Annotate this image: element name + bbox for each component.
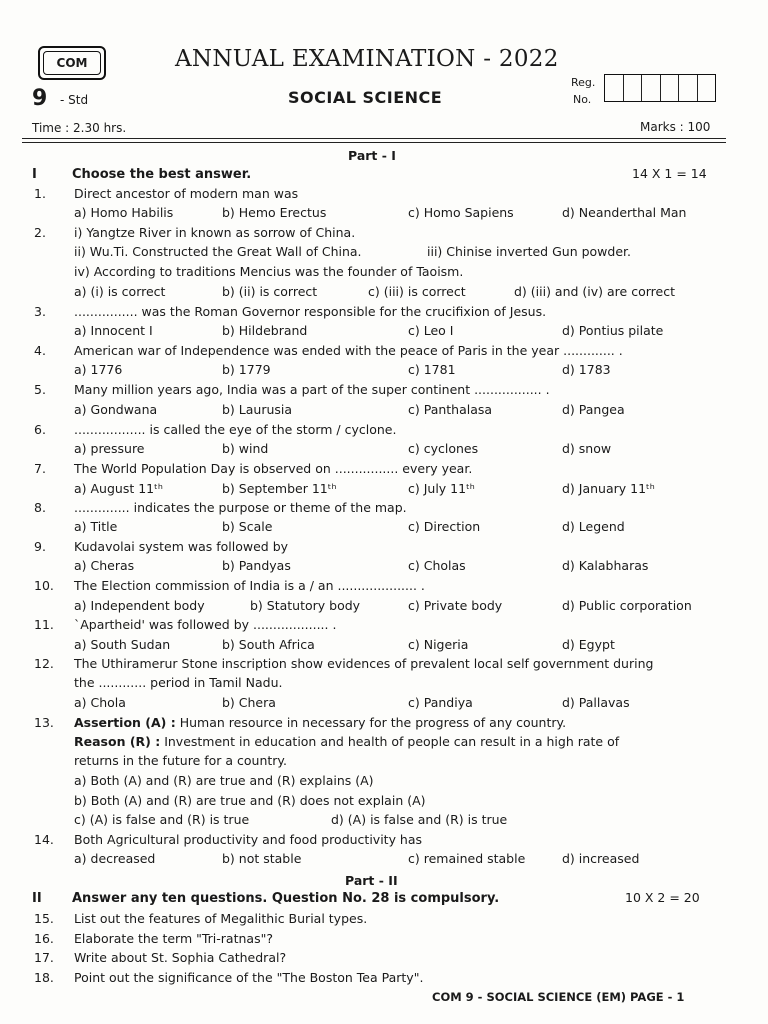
option-b: b) Pandyas	[222, 558, 291, 573]
reg-label: Reg.	[571, 76, 596, 89]
option-c: c) July 11ᵗʰ	[408, 481, 475, 496]
question-text: Point out the significance of the "The Boston Tea Party".	[74, 970, 424, 985]
option-c: c) Direction	[408, 519, 481, 534]
option-b: b) Scale	[222, 519, 273, 534]
exam-time: Time : 2.30 hrs.	[32, 121, 127, 135]
question-text: American war of Independence was ended with the peace of Paris in the year ............. .	[74, 343, 623, 358]
option-d: d) 1783	[562, 362, 611, 377]
section-instruction: Choose the best answer.	[72, 167, 252, 182]
assertion-text: Human resource in necessary for the progress of any country.	[175, 715, 567, 730]
assertion-label: Assertion (A) :	[74, 715, 176, 730]
std-number: 9	[32, 86, 48, 111]
option-a: a) 1776	[74, 362, 123, 377]
question-text-cont: the ............ period in Tamil Nadu.	[74, 675, 283, 690]
question-text: Both Agricultural productivity and food productivity has	[74, 832, 423, 847]
option-a: a) decreased	[74, 851, 156, 866]
page-footer: COM 9 - SOCIAL SCIENCE (EM) PAGE - 1	[432, 990, 685, 1004]
question-number: 18.	[34, 970, 54, 985]
option-b: b) South Africa	[222, 637, 315, 652]
option-d: d) (A) is false and (R) is true	[331, 812, 508, 827]
code-badge	[38, 46, 106, 80]
question-number: 8.	[34, 500, 46, 515]
option-b: b) (ii) is correct	[222, 284, 318, 299]
question-number: 2.	[34, 225, 46, 240]
option-c: c) remained stable	[408, 851, 526, 866]
option-d: d) Neanderthal Man	[562, 205, 687, 220]
question-text: List out the features of Megalithic Burial types.	[74, 911, 368, 926]
question-number: 17.	[34, 950, 54, 965]
section-marks: 14 X 1 = 14	[632, 166, 707, 181]
question-text: .............. indicates the purpose or theme of the map.	[74, 500, 407, 515]
option-c: c) Cholas	[408, 558, 466, 573]
option-d: d) (iii) and (iv) are correct	[514, 284, 675, 299]
option-b: b) 1779	[222, 362, 271, 377]
header-divider	[22, 138, 726, 139]
option-a: a) Homo Habilis	[74, 205, 174, 220]
question-text: The Election commission of India is a / an .................... .	[74, 578, 425, 593]
option-a: a) (i) is correct	[74, 284, 166, 299]
option-b: b) Laurusia	[222, 402, 293, 417]
option-b: b) Statutory body	[250, 598, 361, 613]
question-text: The Uthiramerur Stone inscription show evidences of prevalent local self government during	[74, 656, 654, 671]
option-d: d) increased	[562, 851, 640, 866]
reg-box-cell	[642, 75, 661, 101]
question-number: 7.	[34, 461, 46, 476]
option-a: a) Gondwana	[74, 402, 158, 417]
option-d: d) snow	[562, 441, 612, 456]
reason	[74, 734, 619, 749]
question-number: 3.	[34, 304, 46, 319]
option-d: d) Legend	[562, 519, 625, 534]
std-label: - Std	[60, 93, 89, 107]
option-c: c) Homo Sapiens	[408, 205, 514, 220]
question-number: 6.	[34, 422, 46, 437]
reg-box-cell	[679, 75, 698, 101]
option-a: a) Cheras	[74, 558, 135, 573]
option-a: a) Innocent I	[74, 323, 153, 338]
question-number: 9.	[34, 539, 46, 554]
question-number: 13.	[34, 715, 54, 730]
option-b: b) Chera	[222, 695, 276, 710]
reg-box-cell	[605, 75, 624, 101]
question-number: 10.	[34, 578, 54, 593]
option-c: c) (A) is false and (R) is true	[74, 812, 250, 827]
header-divider	[22, 142, 726, 143]
option-d: d) Pontius pilate	[562, 323, 664, 338]
question-text: The World Population Day is observed on ................ every year.	[74, 461, 473, 476]
part-heading: Part - II	[345, 873, 398, 888]
option-d: d) Pallavas	[562, 695, 630, 710]
option-b: b) Hildebrand	[222, 323, 308, 338]
reason-cont: returns in the future for a country.	[74, 753, 288, 768]
question-text: `Apartheid' was followed by ................... .	[74, 617, 337, 632]
option-b: b) Hemo Erectus	[222, 205, 327, 220]
question-text: Elaborate the term "Tri-ratnas"?	[74, 931, 273, 946]
option-b: b) wind	[222, 441, 269, 456]
statement-iii: iii) Chinise inverted Gun powder.	[427, 244, 631, 259]
reg-number-boxes	[604, 74, 716, 102]
option-c: c) cyclones	[408, 441, 479, 456]
section-marks: 10 X 2 = 20	[625, 890, 700, 905]
question-number: 14.	[34, 832, 54, 847]
option-a: a) Both (A) and (R) are true and (R) explains (A)	[74, 773, 374, 788]
option-b: b) not stable	[222, 851, 302, 866]
question-text: Kudavolai system was followed by	[74, 539, 289, 554]
option-d: d) January 11ᵗʰ	[562, 481, 655, 496]
assertion	[74, 715, 566, 730]
part-heading: Part - I	[348, 148, 396, 163]
option-d: d) Egypt	[562, 637, 615, 652]
question-number: 5.	[34, 382, 46, 397]
option-c: c) Nigeria	[408, 637, 469, 652]
option-c: c) Pandiya	[408, 695, 473, 710]
reason-text: Investment in education and health of people can result in a high rate of	[160, 734, 620, 749]
option-d: d) Pangea	[562, 402, 625, 417]
option-c: c) (iii) is correct	[368, 284, 466, 299]
question-number: 4.	[34, 343, 46, 358]
exam-marks: Marks : 100	[640, 120, 711, 134]
option-c: c) 1781	[408, 362, 456, 377]
option-a: a) August 11ᵗʰ	[74, 481, 163, 496]
option-b: b) Both (A) and (R) are true and (R) does not explain (A)	[74, 793, 426, 808]
reason-label: Reason (R) :	[74, 734, 161, 749]
reg-box-cell	[624, 75, 643, 101]
reg-box-cell	[661, 75, 680, 101]
option-c: c) Leo I	[408, 323, 454, 338]
exam-title: ANNUAL EXAMINATION - 2022	[175, 46, 559, 72]
option-d: d) Public corporation	[562, 598, 692, 613]
subject-title: SOCIAL SCIENCE	[288, 88, 443, 107]
question-number: 16.	[34, 931, 54, 946]
question-number: 15.	[34, 911, 54, 926]
question-number: 12.	[34, 656, 54, 671]
question-text: Write about St. Sophia Cathedral?	[74, 950, 287, 965]
option-d: d) Kalabharas	[562, 558, 649, 573]
section-number: II	[32, 891, 42, 906]
option-a: a) pressure	[74, 441, 145, 456]
question-text: i) Yangtze River in known as sorrow of China.	[74, 225, 356, 240]
question-number: 11.	[34, 617, 54, 632]
code-badge-text: COM	[43, 51, 101, 75]
statement-ii: ii) Wu.Ti. Constructed the Great Wall of China.	[74, 244, 362, 259]
question-text: .................. is called the eye of the storm / cyclone.	[74, 422, 397, 437]
section-number: I	[32, 167, 37, 182]
option-a: a) Chola	[74, 695, 126, 710]
option-c: c) Private body	[408, 598, 503, 613]
reg-box-cell	[698, 75, 716, 101]
reg-no-label: No.	[573, 93, 592, 106]
question-text: ................ was the Roman Governor responsible for the crucifixion of Jesus.	[74, 304, 547, 319]
option-a: a) Independent body	[74, 598, 205, 613]
option-c: c) Panthalasa	[408, 402, 493, 417]
option-a: a) South Sudan	[74, 637, 171, 652]
statement-iv: iv) According to traditions Mencius was the founder of Taoism.	[74, 264, 464, 279]
question-text: Many million years ago, India was a part of the super continent ................. .	[74, 382, 550, 397]
question-number: 1.	[34, 186, 46, 201]
section-instruction: Answer any ten questions. Question No. 28 is compulsory.	[72, 891, 500, 906]
option-b: b) September 11ᵗʰ	[222, 481, 337, 496]
option-a: a) Title	[74, 519, 118, 534]
question-text: Direct ancestor of modern man was	[74, 186, 299, 201]
